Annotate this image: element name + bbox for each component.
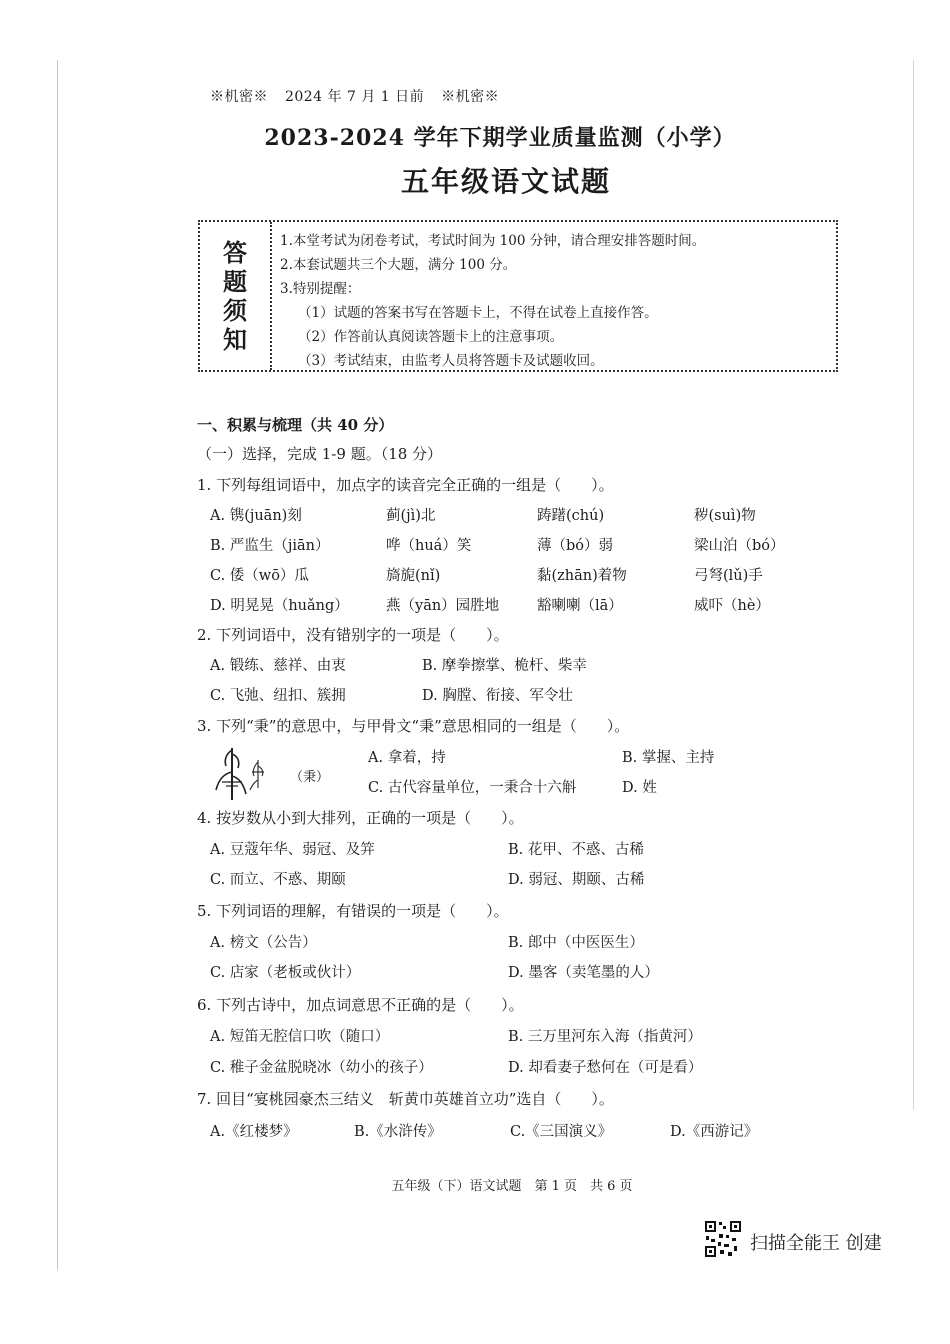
instruction-line: （3）考试结束，由监考人员将答题卡及试题收回。 [298,353,604,369]
wheat-pictograph-icon [212,742,292,804]
q4-option-b: B. 花甲、不惑、古稀 [508,842,644,858]
q2-option-d: D. 胸膛、衔接、军令壮 [422,688,573,704]
q1-option: 燕（yān）园胜地 [386,598,500,614]
confidential-line [210,86,511,106]
heading-char: 题 [223,267,247,296]
question-7-stem: 7. 回目“宴桃园豪杰三结义 斩黄巾英雄首立功”选自（ ）。 [197,1090,614,1108]
question-4-stem: 4. 按岁数从小到大排列，正确的一项是（ ）。 [197,809,524,827]
instruction-line: 2.本套试题共三个大题，满分 100 分。 [280,257,517,273]
question-2-stem: 2. 下列词语中，没有错别字的一项是（ ）。 [197,626,509,644]
q1-option: 梁山泊（bó） [694,538,785,554]
q3-option-d: D. 姓 [622,780,657,796]
secret-left: ※机密※ [210,89,268,105]
q6-option-d: D. 却看妻子愁何在（可是看） [508,1060,703,1076]
q1-option: 豁喇喇（lā） [537,598,623,614]
heading-char: 知 [223,325,247,354]
q4-option-c: C. 而立、不惑、期颐 [210,872,346,888]
q1-option: 哗（huá）笑 [386,538,472,554]
section-title: 一、积累与梳理（共 40 分） [197,416,394,434]
q6-option-a: A. 短笛无腔信口吹（随口） [210,1029,390,1045]
q5-option-a: A. 榜文（公告） [210,935,317,951]
heading-char: 答 [223,238,247,267]
instruction-line: （1）试题的答案书写在答题卡上，不得在试卷上直接作答。 [298,305,658,321]
q7-option-d: D.《西游记》 [670,1124,759,1140]
page-edge-left [57,60,58,1270]
q3-option-c: C. 古代容量单位，一秉合十六斛 [368,780,577,796]
instructions-body [280,229,830,373]
q7-option-c: C.《三国演义》 [510,1124,613,1140]
q6-option-c: C. 稚子金盆脱晓冰（幼小的孩子） [210,1060,433,1076]
instruction-line: 1.本堂考试为闭卷考试，考试时间为 100 分钟，请合理安排答题时间。 [280,233,706,249]
q1-option: 秽(suì)物 [694,508,756,524]
q1-option: B. 严监生（jiān） [210,538,330,554]
exam-title: 2023-2024 学年下期学业质量监测（小学） [264,125,736,151]
q4-option-d: D. 弱冠、期颐、古稀 [508,872,645,888]
scanner-watermark: 扫描全能王 创建 [750,1233,882,1254]
q4-option-a: A. 豆蔻年华、弱冠、及笄 [210,842,375,858]
q2-option-a: A. 锻练、慈祥、由衷 [210,658,346,674]
q1-option: 威吓（hè） [694,598,770,614]
q5-option-b: B. 郎中（中医医生） [508,935,644,951]
q1-option: 黏(zhān)着物 [537,568,627,584]
q3-option-a: A. 拿着，持 [368,750,446,766]
question-3-stem: 3. 下列“秉”的意思中，与甲骨文“秉”意思相同的一组是（ ）。 [197,717,630,735]
q1-option: D. 明晃晃（huǎng） [210,598,349,614]
q7-option-a: A.《红楼梦》 [210,1124,298,1140]
q5-option-d: D. 墨客（卖笔墨的人） [508,965,659,981]
q2-option-c: C. 飞弛、纽扣、簇拥 [210,688,346,704]
heading-char: 须 [223,296,247,325]
page-edge-right [913,60,914,1110]
q2-option-b: B. 摩拳擦掌、桅杆、柴幸 [422,658,587,674]
q1-option: 旖旎(nǐ) [386,568,441,584]
exam-date: 2024 年 7 月 1 日前 [284,89,425,105]
instruction-line: （2）作答前认真阅读答题卡上的注意事项。 [298,329,564,345]
q3-option-b: B. 掌握、主持 [622,750,715,766]
q1-option: 薄（bó）弱 [537,538,614,554]
q1-option: 弓弩(lǔ)手 [694,568,763,584]
q5-option-c: C. 店家（老板或伙计） [210,965,361,981]
question-6-stem: 6. 下列古诗中，加点词意思不正确的是（ ）。 [197,996,524,1014]
q7-option-b: B.《水浒传》 [354,1124,442,1140]
page-footer: 五年级（下）语文试题 第 1 页 共 6 页 [391,1179,633,1194]
q3-glyph-label: （秉） [290,770,330,785]
q1-option: 踌躇(chú) [537,508,605,524]
q6-option-b: B. 三万里河东入海（指黄河） [508,1029,702,1045]
instructions-heading [200,222,272,370]
question-5-stem: 5. 下列词语的理解，有错误的一项是（ ）。 [197,902,509,920]
q1-option: A. 镌(juān)刻 [210,508,302,524]
qr-code-icon [704,1220,742,1258]
question-1-stem: 1. 下列每组词语中，加点字的读音完全正确的一组是（ ）。 [197,476,614,494]
exam-subtitle: 五年级语文试题 [400,165,611,198]
instructions-box [198,220,838,372]
q1-option: 蓟(jì)北 [386,508,436,524]
q1-option: C. 倭（wō）瓜 [210,568,309,584]
part-title: （一）选择，完成 1-9 题。（18 分） [197,445,443,463]
secret-right: ※机密※ [441,89,500,105]
instruction-line: 3.特别提醒： [280,281,361,297]
